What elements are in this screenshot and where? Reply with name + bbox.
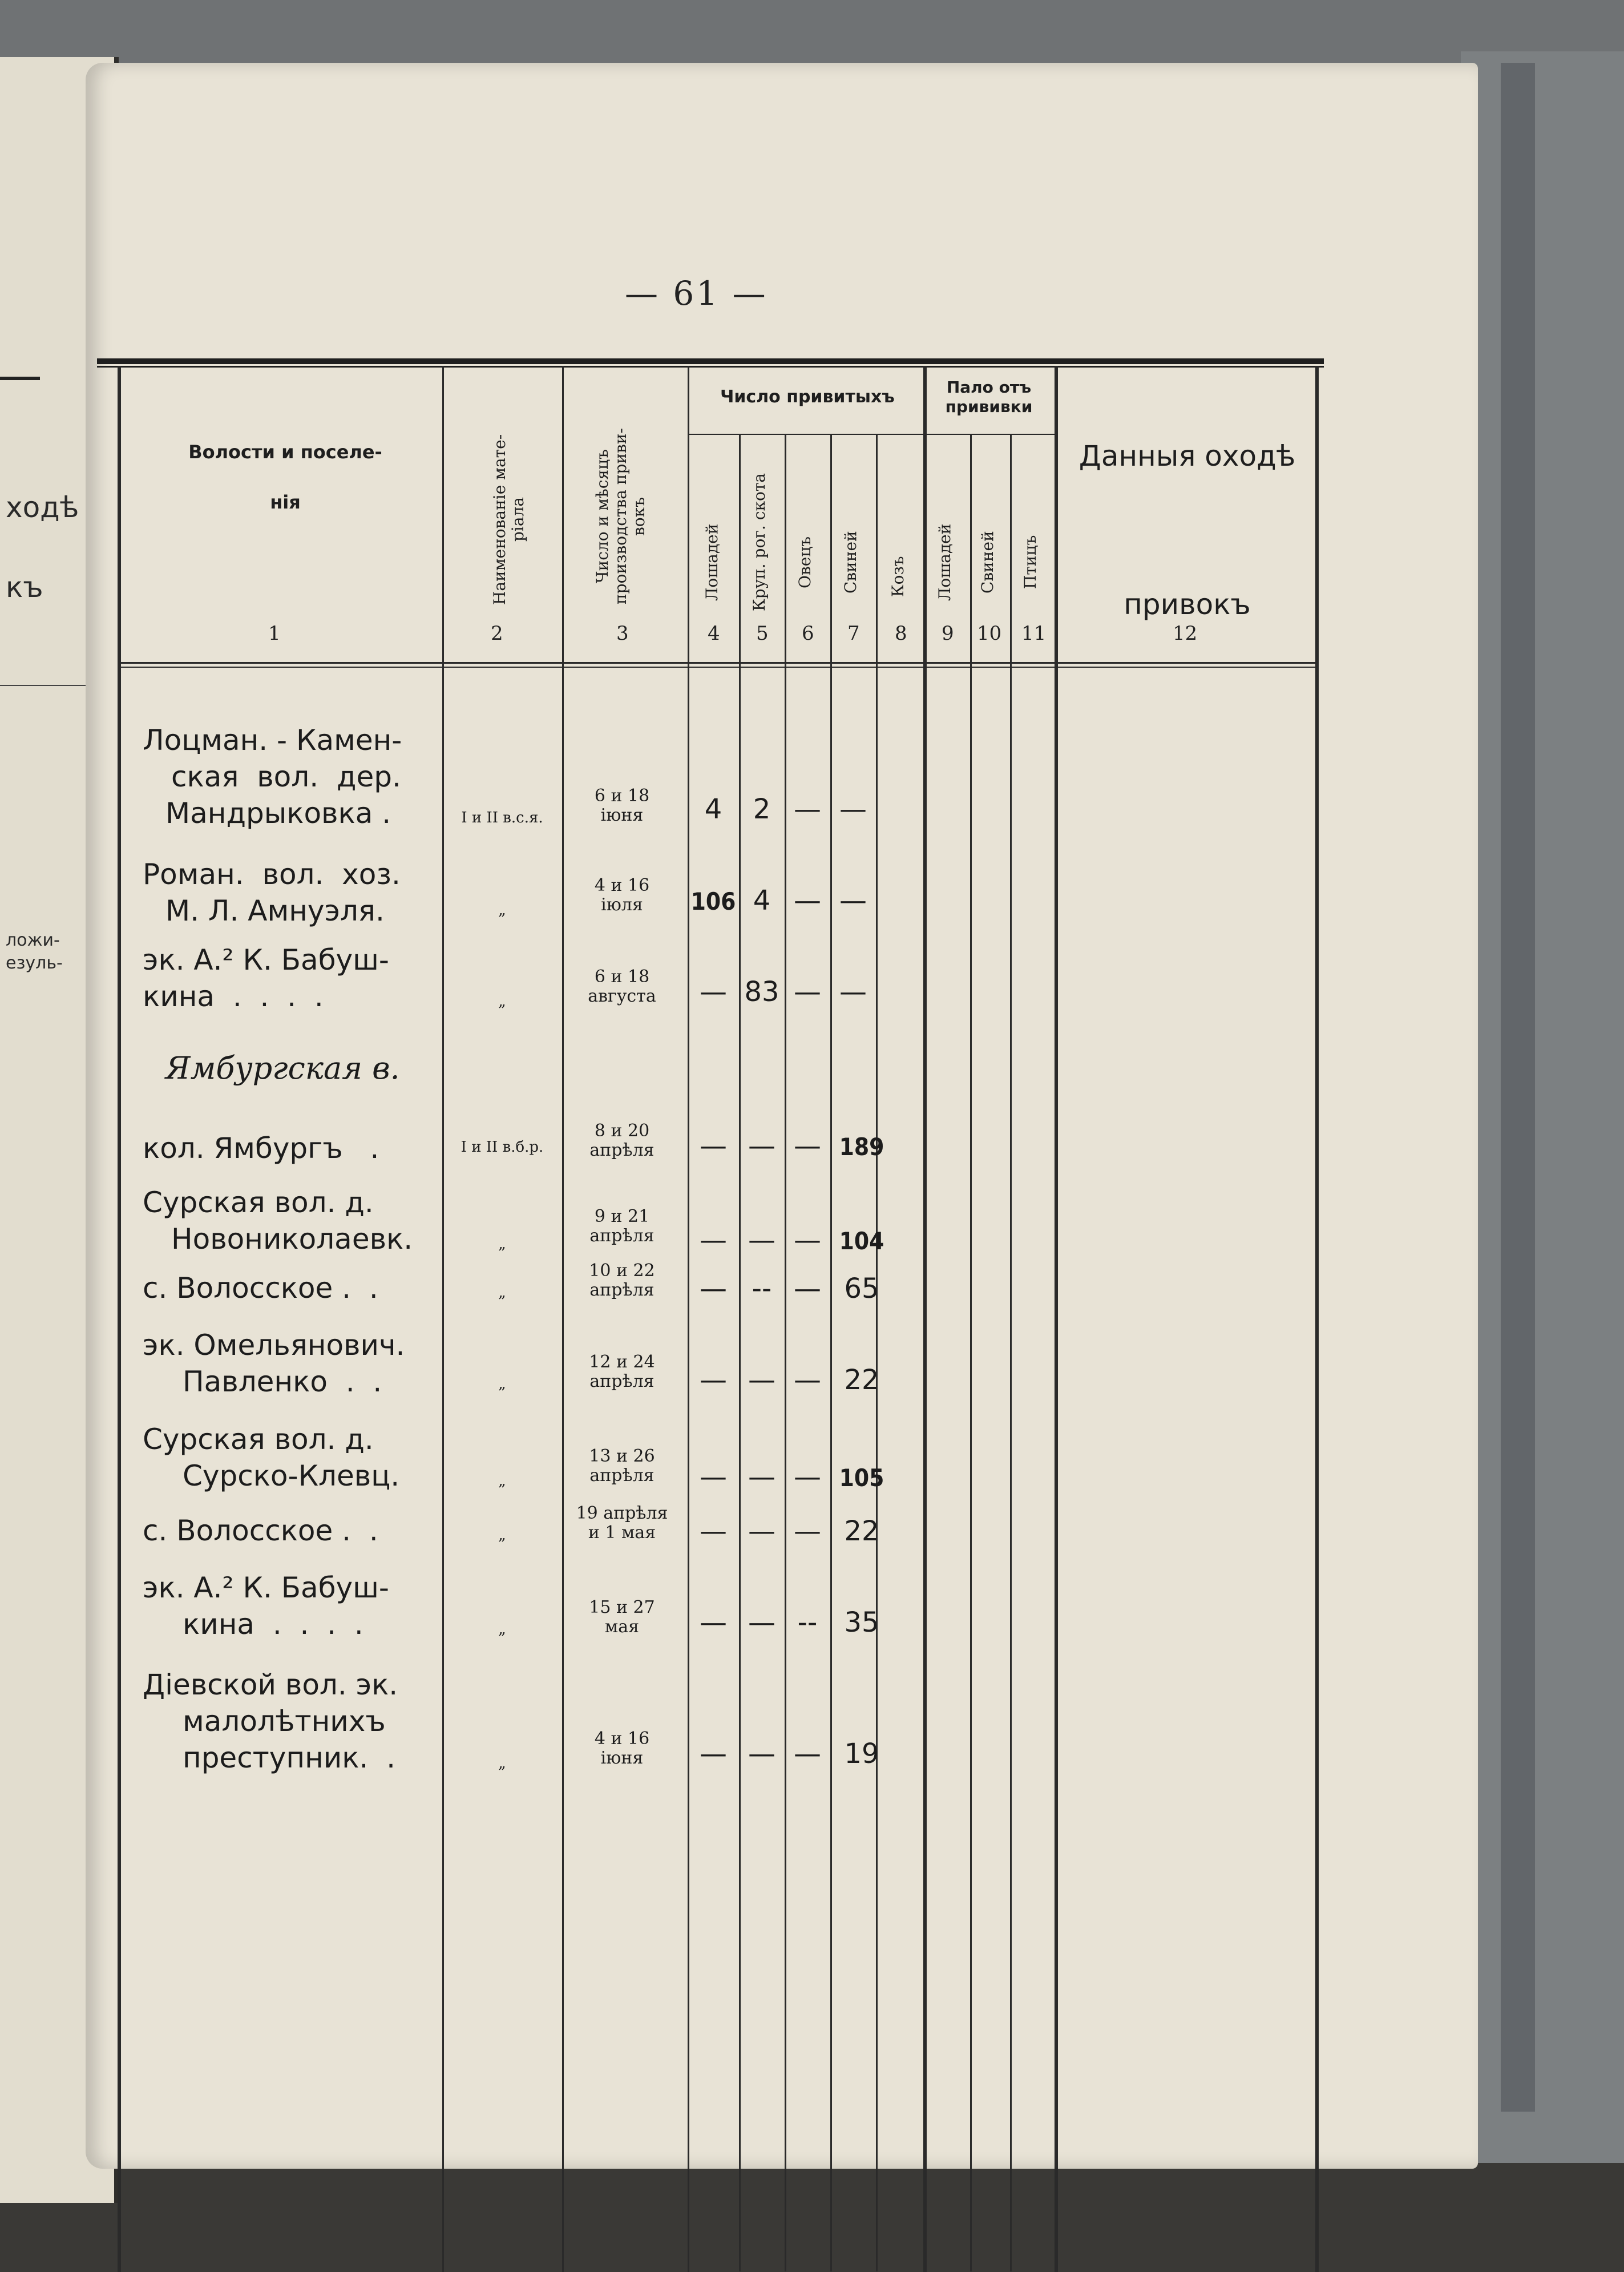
column-number: 12: [1173, 622, 1198, 645]
row-settlement: Сурская вол. д.: [143, 1423, 374, 1456]
row-date: 4 и 16 іюля: [594, 875, 650, 915]
header-pigs: Свиней: [841, 531, 860, 594]
row-pigs: 65: [844, 1273, 879, 1305]
column-number: 7: [847, 622, 860, 645]
row-date: 15 и 27 мая: [589, 1597, 655, 1637]
row-material: „: [498, 902, 506, 919]
left-fragment: ложи-: [6, 930, 60, 950]
row-sheep: —: [794, 1224, 821, 1256]
row-pigs: —: [839, 793, 867, 825]
header-died-horses: Лошадей: [935, 523, 954, 601]
row-cattle: —: [748, 1130, 775, 1162]
row-settlement: эк. А.² К. Бабуш-: [143, 1571, 389, 1604]
row-pigs: —: [839, 885, 867, 917]
row-settlement: Роман. вол. хоз.: [143, 858, 401, 891]
row-settlement: кол. Ямбургъ .: [143, 1132, 379, 1165]
row-sheep: —: [794, 1738, 821, 1770]
row-date: 19 апрѣля и 1 мая: [576, 1503, 668, 1543]
row-settlement: кина . . . .: [143, 980, 324, 1013]
row-settlement: с. Волосское . .: [143, 1514, 378, 1547]
row-cattle: 83: [744, 976, 779, 1008]
column-number: 8: [895, 622, 907, 645]
row-settlement: преступник. .: [183, 1741, 396, 1774]
row-settlement: М. Л. Амнуэля.: [165, 894, 385, 927]
row-horses: —: [700, 1738, 727, 1770]
row-settlement: Новониколаевк.: [171, 1222, 413, 1256]
row-settlement: Сурская вол. д.: [143, 1186, 374, 1219]
left-fragment: къ: [6, 571, 43, 604]
row-material: „: [498, 1527, 506, 1544]
header-horses: Лошадей: [702, 523, 721, 601]
row-material: „: [498, 1284, 506, 1301]
row-horses: 4: [704, 793, 722, 825]
header-data-line2: привокъ: [1124, 588, 1251, 621]
row-date: 6 и 18 августа: [588, 967, 656, 1006]
header-died-pigs: Свиней: [978, 531, 997, 594]
row-settlement: эк. Омельянович.: [143, 1329, 405, 1362]
row-material: „: [498, 1375, 506, 1393]
row-pigs: 35: [844, 1607, 879, 1639]
row-date: 13 и 26 апрѣля: [589, 1446, 655, 1486]
page-number: — 61 —: [625, 274, 768, 313]
header-vaccinated-group: Число привитыхъ: [720, 387, 895, 407]
row-material: „: [498, 1236, 506, 1253]
row-settlement: Діевской вол. эк.: [143, 1668, 398, 1701]
row-settlement: Павленко . .: [183, 1365, 382, 1398]
row-date: 9 и 21 апрѣля: [589, 1206, 655, 1246]
row-horses: 106: [690, 887, 736, 915]
column-number: 2: [491, 622, 503, 645]
book-cover-right: [1461, 51, 1624, 2163]
row-sheep: —: [794, 793, 821, 825]
book-page: [86, 63, 1478, 2169]
row-horses: —: [700, 1461, 727, 1493]
row-date: 10 и 22 апрѣля: [589, 1261, 655, 1300]
column-number: 11: [1021, 622, 1047, 645]
row-pigs: 189: [839, 1133, 884, 1161]
row-sheep: —: [794, 1461, 821, 1493]
row-settlement: Сурско-Клевц.: [183, 1459, 400, 1492]
section-title: Ямбургская в.: [165, 1050, 400, 1086]
row-cattle: --: [752, 1273, 772, 1305]
row-horses: —: [700, 1273, 727, 1305]
header-cattle: Круп. рог. скота: [750, 473, 769, 612]
row-pigs: 19: [844, 1738, 879, 1770]
row-settlement: Мандрыковка .: [165, 797, 391, 830]
row-date: 12 и 24 апрѣля: [589, 1352, 655, 1391]
column-number: 10: [977, 622, 1002, 645]
row-sheep: —: [794, 1364, 821, 1396]
header-died-birds: Птицъ: [1021, 535, 1040, 590]
header-data-line1: Данныя оходѣ: [1078, 439, 1296, 473]
row-material: „: [498, 1472, 506, 1490]
row-date: 8 и 20 апрѣля: [589, 1121, 655, 1160]
row-pigs: 22: [844, 1515, 879, 1547]
row-horses: —: [700, 1224, 727, 1256]
row-pigs: —: [839, 976, 867, 1008]
row-pigs: 104: [839, 1227, 884, 1255]
row-cattle: —: [748, 1738, 775, 1770]
table-top-rule-thin: [97, 366, 1324, 368]
row-sheep: —: [794, 1273, 821, 1305]
row-horses: —: [700, 1607, 727, 1639]
row-horses: —: [700, 1364, 727, 1396]
row-cattle: —: [748, 1607, 775, 1639]
row-sheep: —: [794, 1130, 821, 1162]
row-cattle: —: [748, 1224, 775, 1256]
row-horses: —: [700, 976, 727, 1008]
column-number: 6: [802, 622, 814, 645]
row-sheep: —: [794, 976, 821, 1008]
column-number: 1: [268, 622, 281, 645]
row-cattle: 4: [753, 885, 771, 917]
header-material: Наименованіе мате- ріала: [490, 434, 527, 605]
row-pigs: 22: [844, 1364, 879, 1396]
header-date: Число и мѣсяцъ производства приви- вокъ: [593, 428, 648, 605]
column-number: 4: [708, 622, 720, 645]
row-sheep: --: [797, 1607, 818, 1639]
row-cattle: —: [748, 1364, 775, 1396]
row-settlement: кина . . . .: [183, 1608, 363, 1641]
row-pigs: 105: [839, 1464, 884, 1492]
row-material: „: [498, 1755, 506, 1772]
row-settlement: Лоцман. - Камен-: [143, 724, 402, 757]
left-fragment: езуль-: [6, 953, 63, 973]
row-horses: —: [700, 1515, 727, 1547]
row-cattle: 2: [753, 793, 771, 825]
row-cattle: —: [748, 1461, 775, 1493]
header-goats: Козъ: [888, 556, 907, 597]
row-material: I и II в.б.р.: [460, 1139, 544, 1156]
row-date: 6 и 18 іюня: [594, 786, 650, 825]
row-cattle: —: [748, 1515, 775, 1547]
row-sheep: —: [794, 1515, 821, 1547]
header-died-group: Пало отъ прививки: [945, 378, 1033, 416]
row-date: 4 и 16 іюня: [594, 1729, 650, 1768]
row-material: „: [498, 993, 506, 1010]
row-settlement: эк. А.² К. Бабуш-: [143, 943, 389, 976]
column-number: 9: [942, 622, 954, 645]
row-settlement: ская вол. дер.: [171, 760, 401, 793]
table-top-rule: [97, 358, 1324, 364]
row-settlement: малолѣтнихъ: [183, 1705, 386, 1738]
header-settlements: Волости и поселе- нія: [188, 441, 382, 513]
left-fragment: ходѣ: [6, 491, 79, 524]
row-material: I и II в.с.я.: [461, 809, 543, 826]
row-settlement: с. Волосское . .: [143, 1272, 378, 1305]
header-sheep: Овецъ: [795, 536, 814, 588]
row-sheep: —: [794, 885, 821, 917]
column-number: 5: [756, 622, 769, 645]
book-cover-edge: [1501, 63, 1535, 2112]
row-material: „: [498, 1621, 506, 1638]
row-horses: —: [700, 1130, 727, 1162]
column-number: 3: [616, 622, 629, 645]
